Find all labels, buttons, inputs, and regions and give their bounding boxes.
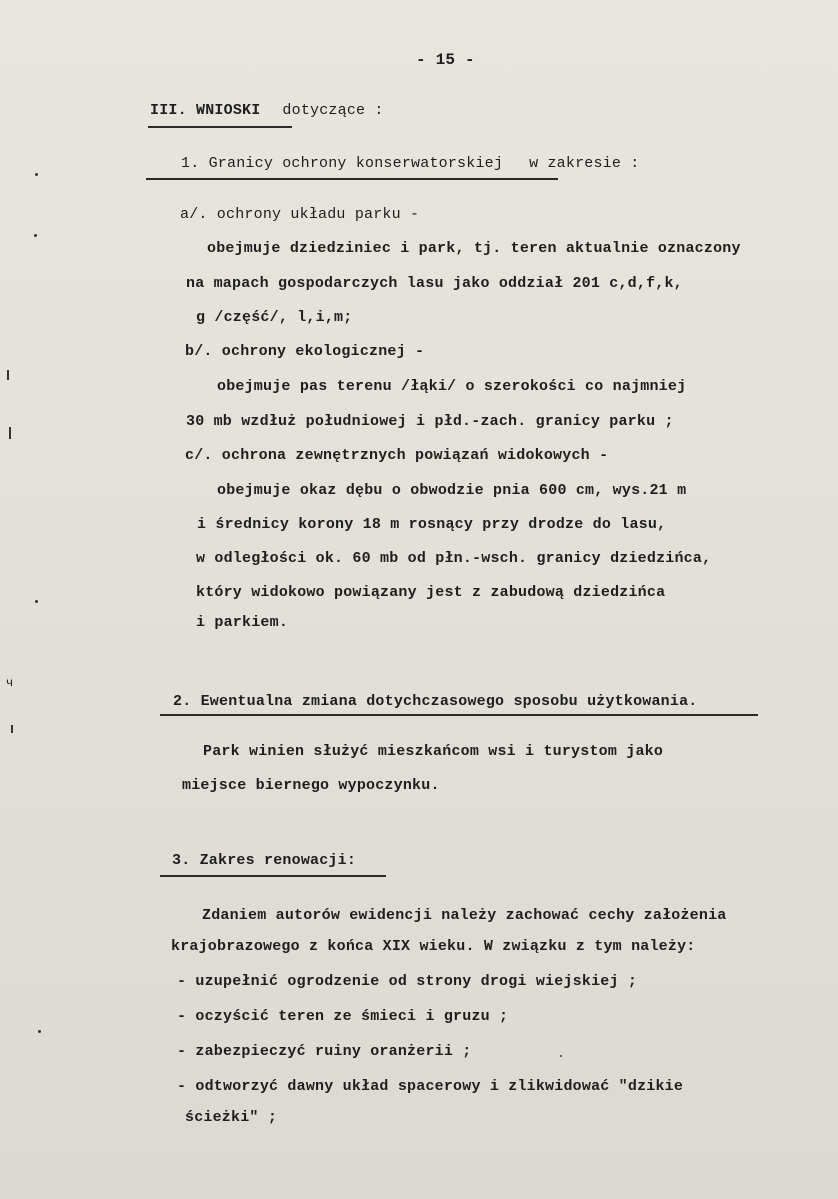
section3-title: 3. Zakres renowacji:	[172, 852, 357, 869]
section1-line: w odległości ok. 60 mb od płn.-wsch. granicy dziedzińca,	[196, 550, 712, 567]
section2-underline	[160, 714, 758, 716]
section3-line: - odtworzyć dawny układ spacerowy i zlikwidować "dzikie	[177, 1078, 684, 1095]
section3-line: krajobrazowego z końca XIX wieku. W związku z tym należy:	[171, 938, 696, 955]
section2-title: 2. Ewentualna zmiana dotychczasowego sposobu użytkowania.	[173, 693, 698, 710]
margin-speck	[35, 600, 38, 603]
section1-line: c/. ochrona zewnętrznych powiązań widokowych -	[185, 447, 609, 464]
margin-speck	[35, 173, 38, 176]
heading-underline	[148, 126, 292, 128]
section1-title	[181, 155, 639, 173]
section3-line: Zdaniem autorów ewidencji należy zachować cechy założenia	[202, 907, 727, 924]
section2-line: Park winien służyć mieszkańcom wsi i turystom jako	[203, 743, 664, 760]
section3-underline	[160, 875, 386, 877]
margin-speck	[560, 1055, 562, 1057]
section1-line: obejmuje dziedziniec i park, tj. teren aktualnie oznaczony	[207, 240, 741, 257]
heading-title: III. WNIOSKI	[150, 102, 261, 119]
section2-line: miejsce biernego wypoczynku.	[182, 777, 440, 794]
margin-speck	[11, 725, 13, 733]
section1-title-rest: w zakresie :	[529, 155, 640, 172]
margin-speck	[7, 370, 9, 380]
section1-line: obejmuje okaz dębu o obwodzie pnia 600 cm, wys.21 m	[217, 482, 687, 499]
section1-line: na mapach gospodarczych lasu jako oddział 201 c,d,f,k,	[186, 275, 683, 292]
section-heading	[150, 102, 384, 120]
margin-speck	[38, 1030, 41, 1033]
margin-speck	[9, 427, 11, 439]
margin-mark: ч	[6, 676, 14, 690]
page-number: - 15 -	[416, 51, 475, 69]
section1-line: a/. ochrony układu parku -	[180, 206, 420, 223]
section1-line: g /część/, l,i,m;	[196, 309, 353, 326]
margin-speck	[34, 234, 37, 237]
section1-line: obejmuje pas terenu /łąki/ o szerokości co najmniej	[217, 378, 687, 395]
section1-line: b/. ochrony ekologicznej -	[185, 343, 425, 360]
section1-line: i parkiem.	[196, 614, 289, 631]
section3-line: - zabezpieczyć ruiny oranżerii ;	[177, 1043, 472, 1060]
section3-line: ścieżki" ;	[185, 1109, 278, 1126]
section1-underline	[146, 178, 558, 180]
section1-line: i średnicy korony 18 m rosnący przy drodze do lasu,	[197, 516, 667, 533]
section3-line: - oczyścić teren ze śmieci i gruzu ;	[177, 1008, 509, 1025]
section3-line: - uzupełnić ogrodzenie od strony drogi wiejskiej ;	[177, 973, 638, 990]
heading-rest: dotyczące :	[282, 102, 384, 119]
section1-title-main: 1. Granicy ochrony konserwatorskiej	[181, 155, 504, 172]
section1-line: który widokowo powiązany jest z zabudową dziedzińca	[196, 584, 666, 601]
section1-line: 30 mb wzdłuż południowej i płd.-zach. granicy parku ;	[186, 413, 674, 430]
